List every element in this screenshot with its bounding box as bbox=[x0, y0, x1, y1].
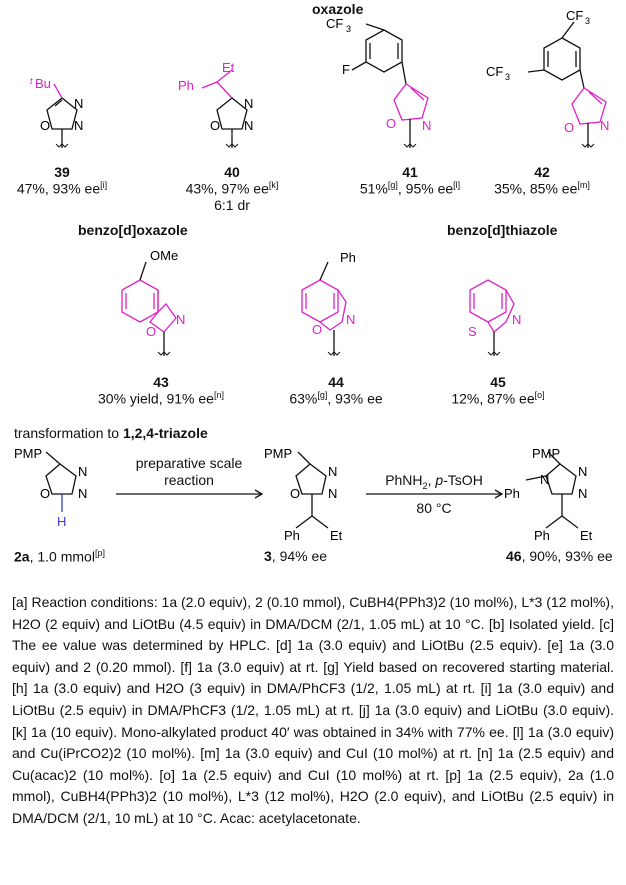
compound-label-45: 45 12%, 87% ee[o] bbox=[451, 374, 545, 407]
compound-label-46: 46, 90%, 93% ee bbox=[506, 548, 613, 564]
atom-N: N bbox=[540, 472, 550, 487]
atom-N: N bbox=[74, 118, 84, 133]
compound-label-42: 42 35%, 85% ee[m] bbox=[494, 164, 590, 197]
atom-F: F bbox=[342, 62, 350, 77]
section-title-benzothiazole: benzo[d]thiazole bbox=[447, 222, 558, 238]
structure-39 bbox=[47, 84, 77, 148]
atom-N: N bbox=[578, 486, 588, 501]
atom-N: N bbox=[512, 312, 522, 327]
atom-N: N bbox=[328, 486, 338, 501]
footnote-text: [a] Reaction conditions: 1a (2.0 equiv), 2 (0.10 mmol), CuBH4(PPh3)2 (10 mol%), L*3 (12 mol%), H2O (2 equiv) and LiOtBu (4.5 equiv) in DMA/DCM (2/1, 1.05 mL) at 10 °C. [b] Isolated yield. [c] The ee value was determined by HPLC. [d] 1a (3.0 equiv) and LiOtBu (2.5 equiv). [e] 1a (3.0 equiv) and 2 (0.20 mmol). [f] 1a (3.0 equiv) at rt. [g] Yield based on recovered starting material. [h] 1a (3.0 equiv) and H2O (3 equiv) in DMA/PhCF3 (1/2, 1.05 mL) at rt. [i] 1a (3.0 equiv) and LiOtBu (2.5 equiv) in DMA/PhCF3 (1/2, 1.05 mL) at rt. [j] 1a (3.0 equiv) and LiOtBu (3.0 equiv). [k] 1a (10 equiv). Mono-alkylated product 40′ was obtained in 34% with 77% ee. [l] 1a (3.0 equiv) and Cu(iPrCO2)2 (10 mol%). [m] 1a (3.0 equiv) and CuI (10 mol%) at rt. [n] 1a (2.5 equiv) and Cu(acac)2 (10 mol%). [o] 1a (2.5 equiv) and CuI (10 mol%) at rt. [p] 1a (2.5 equiv), 2a (1.0 mmol), CuBH4(PPh3)2 (10 mol%), L*3 (12 mol%), H2O (2.0 equiv), and LiOtBu (2.5 equiv) in DMA/DCM (2/1, 10 mL) at 10 °C. Acac: acetylacetonate. bbox=[12, 594, 614, 826]
atom-CF3: CF bbox=[566, 8, 584, 23]
atom-O: O bbox=[146, 324, 157, 339]
atom-N: N bbox=[422, 118, 432, 133]
structure-43 bbox=[122, 262, 176, 356]
structure-2a bbox=[46, 452, 76, 512]
atom-O: O bbox=[312, 322, 323, 337]
atom-3: 3 bbox=[505, 72, 511, 82]
atom-3: 3 bbox=[585, 16, 591, 26]
atom-Ph: Ph bbox=[178, 78, 194, 93]
atom-PMP: PMP bbox=[14, 446, 43, 461]
atom-PMP: PMP bbox=[532, 446, 561, 461]
atom-Et: Et bbox=[330, 528, 343, 543]
atom-N: N bbox=[328, 464, 338, 479]
section-title-benzoxazole: benzo[d]oxazole bbox=[78, 222, 188, 238]
atom-t: t bbox=[30, 76, 33, 86]
atom-3: 3 bbox=[346, 24, 352, 34]
compound-label-2a: 2a, 1.0 mmol[p] bbox=[14, 548, 105, 565]
atom-O: O bbox=[564, 120, 575, 135]
compound-label-40: 40 43%, 97% ee[k] 6:1 dr bbox=[185, 164, 279, 213]
atom-CF3: CF bbox=[486, 64, 504, 79]
arrow2-temperature: 80 °C bbox=[416, 500, 452, 516]
atom-N: N bbox=[244, 118, 254, 133]
atom-O: O bbox=[40, 118, 51, 133]
arrow1-conditions: preparative scale reaction bbox=[135, 455, 243, 488]
atom-tBu: Bu bbox=[35, 76, 51, 91]
atom-O: O bbox=[290, 486, 301, 501]
atom-CF3: CF bbox=[326, 16, 344, 31]
atom-N: N bbox=[78, 486, 88, 501]
structure-46 bbox=[526, 452, 578, 528]
atom-N: N bbox=[74, 96, 84, 111]
atom-Ph: Ph bbox=[284, 528, 300, 543]
arrow2-reagents: PhNH$_2$, p-TsOH bbox=[385, 472, 483, 491]
compound-label-43: 43 30% yield, 91% ee[n] bbox=[98, 374, 224, 407]
atom-Et: Et bbox=[222, 60, 235, 75]
compound-label-41: 41 51%[g], 95% ee[l] bbox=[359, 164, 461, 197]
structure-3 bbox=[296, 452, 328, 528]
atom-Ph: Ph bbox=[340, 250, 356, 265]
structure-40 bbox=[202, 70, 247, 148]
atom-N: N bbox=[346, 312, 356, 327]
atom-N: N bbox=[600, 118, 610, 133]
atom-Ph: Ph bbox=[534, 528, 550, 543]
atom-Ph: Ph bbox=[504, 486, 520, 501]
atom-H: H bbox=[57, 514, 67, 529]
structure-44 bbox=[302, 262, 346, 356]
section-title-oxazole: oxazole bbox=[312, 1, 364, 17]
structure-45 bbox=[470, 280, 514, 356]
atom-OMe: OMe bbox=[150, 248, 179, 263]
atom-O: O bbox=[40, 486, 51, 501]
atom-O: O bbox=[210, 118, 221, 133]
transformation-title: transformation to 1,2,4-triazole bbox=[14, 425, 208, 441]
compound-label-39: 39 47%, 93% ee[i] bbox=[16, 164, 108, 197]
atom-Et: Et bbox=[580, 528, 593, 543]
atom-N: N bbox=[578, 464, 588, 479]
atom-S: S bbox=[468, 324, 477, 339]
atom-N: N bbox=[244, 96, 254, 111]
compound-label-3: 3, 94% ee bbox=[264, 548, 328, 564]
atom-N: N bbox=[78, 464, 88, 479]
atom-N: N bbox=[176, 312, 186, 327]
atom-O: O bbox=[386, 116, 397, 131]
atom-PMP: PMP bbox=[264, 446, 293, 461]
compound-label-44: 44 63%[g], 93% ee bbox=[289, 374, 383, 407]
